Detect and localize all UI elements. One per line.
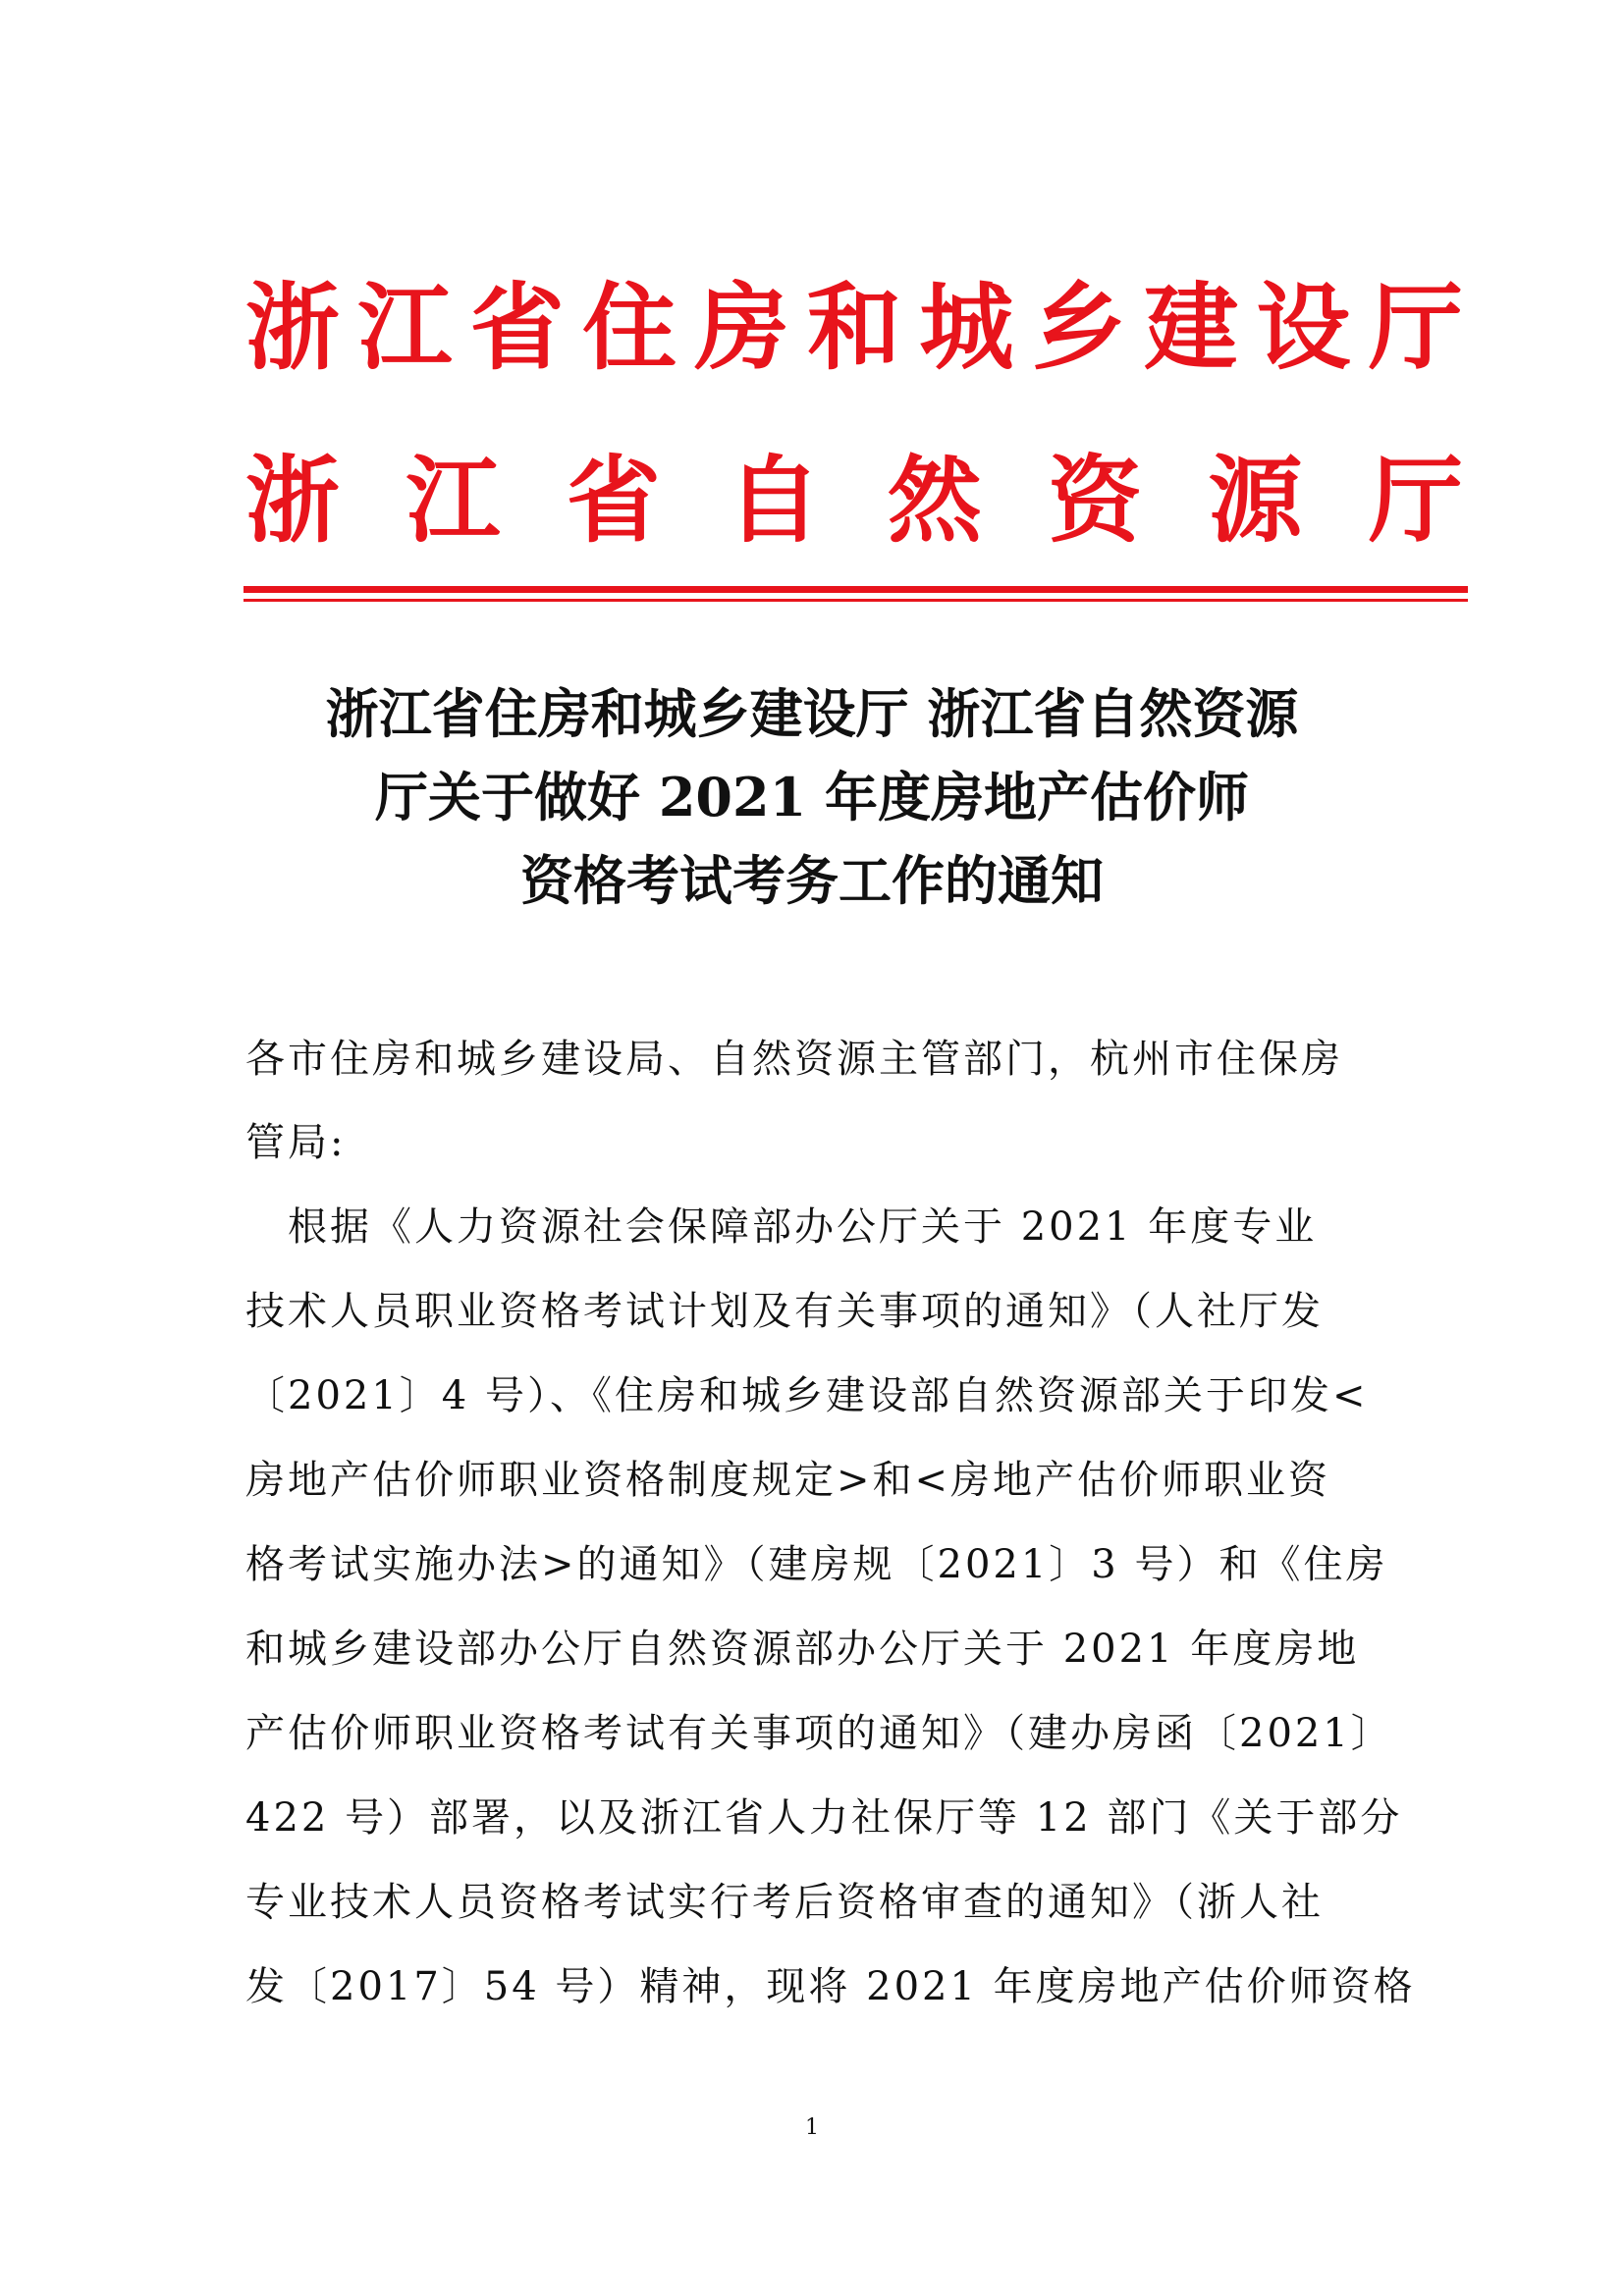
- letterhead-char: 建: [1144, 273, 1239, 383]
- body-line: 各市住房和城乡建设局、自然资源主管部门，杭州市住保房: [245, 1037, 1343, 1082]
- letterhead-char: 然: [887, 446, 982, 556]
- letterhead-char: 和: [806, 273, 901, 383]
- title-line-1: 浙江省住房和城乡建设厅 浙江省自然资源: [325, 682, 1299, 745]
- letterhead-char: 厅: [1368, 273, 1463, 383]
- page-number: 1: [805, 2115, 819, 2140]
- body-line: 格考试实施办法>的通知》（建房规〔2021〕3 号）和《住房: [245, 1542, 1388, 1587]
- letterhead-char: 浙: [245, 273, 340, 383]
- letterhead-char: 省: [566, 446, 661, 556]
- letterhead-char: 浙: [245, 446, 340, 556]
- body-line: 管局:: [245, 1120, 347, 1165]
- body-line: 产估价师职业资格考试有关事项的通知》（建办房函〔2021〕: [245, 1711, 1393, 1756]
- letterhead-line-2: [245, 447, 1463, 555]
- body-line: 根据《人力资源社会保障部办公厅关于 2021 年度专业: [245, 1204, 1318, 1250]
- letterhead-char: 省: [469, 273, 565, 383]
- letterhead-char: 房: [694, 273, 789, 383]
- body-line: 专业技术人员资格考试实行考后资格审查的通知》（浙人社: [245, 1880, 1324, 1925]
- letterhead-divider-thin: [244, 599, 1468, 602]
- letterhead-divider-thick: [244, 586, 1468, 593]
- body-line: 房地产估价师职业资格制度规定>和<房地产估价师职业资: [245, 1458, 1331, 1503]
- title-line-2: 厅关于做好 2021 年度房地产估价师: [375, 766, 1249, 828]
- body-line: 和城乡建设部办公厅自然资源部办公厅关于 2021 年度房地: [245, 1627, 1360, 1672]
- body-line: 发〔2017〕54 号）精神，现将 2021 年度房地产估价师资格: [245, 1964, 1416, 2009]
- letterhead-char: 江: [406, 446, 501, 556]
- letterhead-char: 城: [919, 273, 1014, 383]
- letterhead-char: 江: [357, 273, 453, 383]
- title-line-3: 资格考试考务工作的通知: [520, 849, 1104, 912]
- letterhead-char: 自: [727, 446, 822, 556]
- letterhead-char: 厅: [1368, 446, 1463, 556]
- body-line: 422 号）部署，以及浙江省人力社保厅等 12 部门《关于部分: [245, 1795, 1403, 1841]
- letterhead-char: 设: [1256, 273, 1351, 383]
- body-line: 技术人员职业资格考试计划及有关事项的通知》（人社厅发: [245, 1289, 1324, 1334]
- letterhead-char: 乡: [1031, 273, 1126, 383]
- letterhead-char: 源: [1208, 446, 1303, 556]
- letterhead-line-1: [245, 274, 1463, 382]
- letterhead-char: 住: [582, 273, 677, 383]
- letterhead-char: 资: [1048, 446, 1143, 556]
- body-line: 〔2021〕4 号）、《住房和城乡建设部自然资源部关于印发<: [245, 1373, 1369, 1418]
